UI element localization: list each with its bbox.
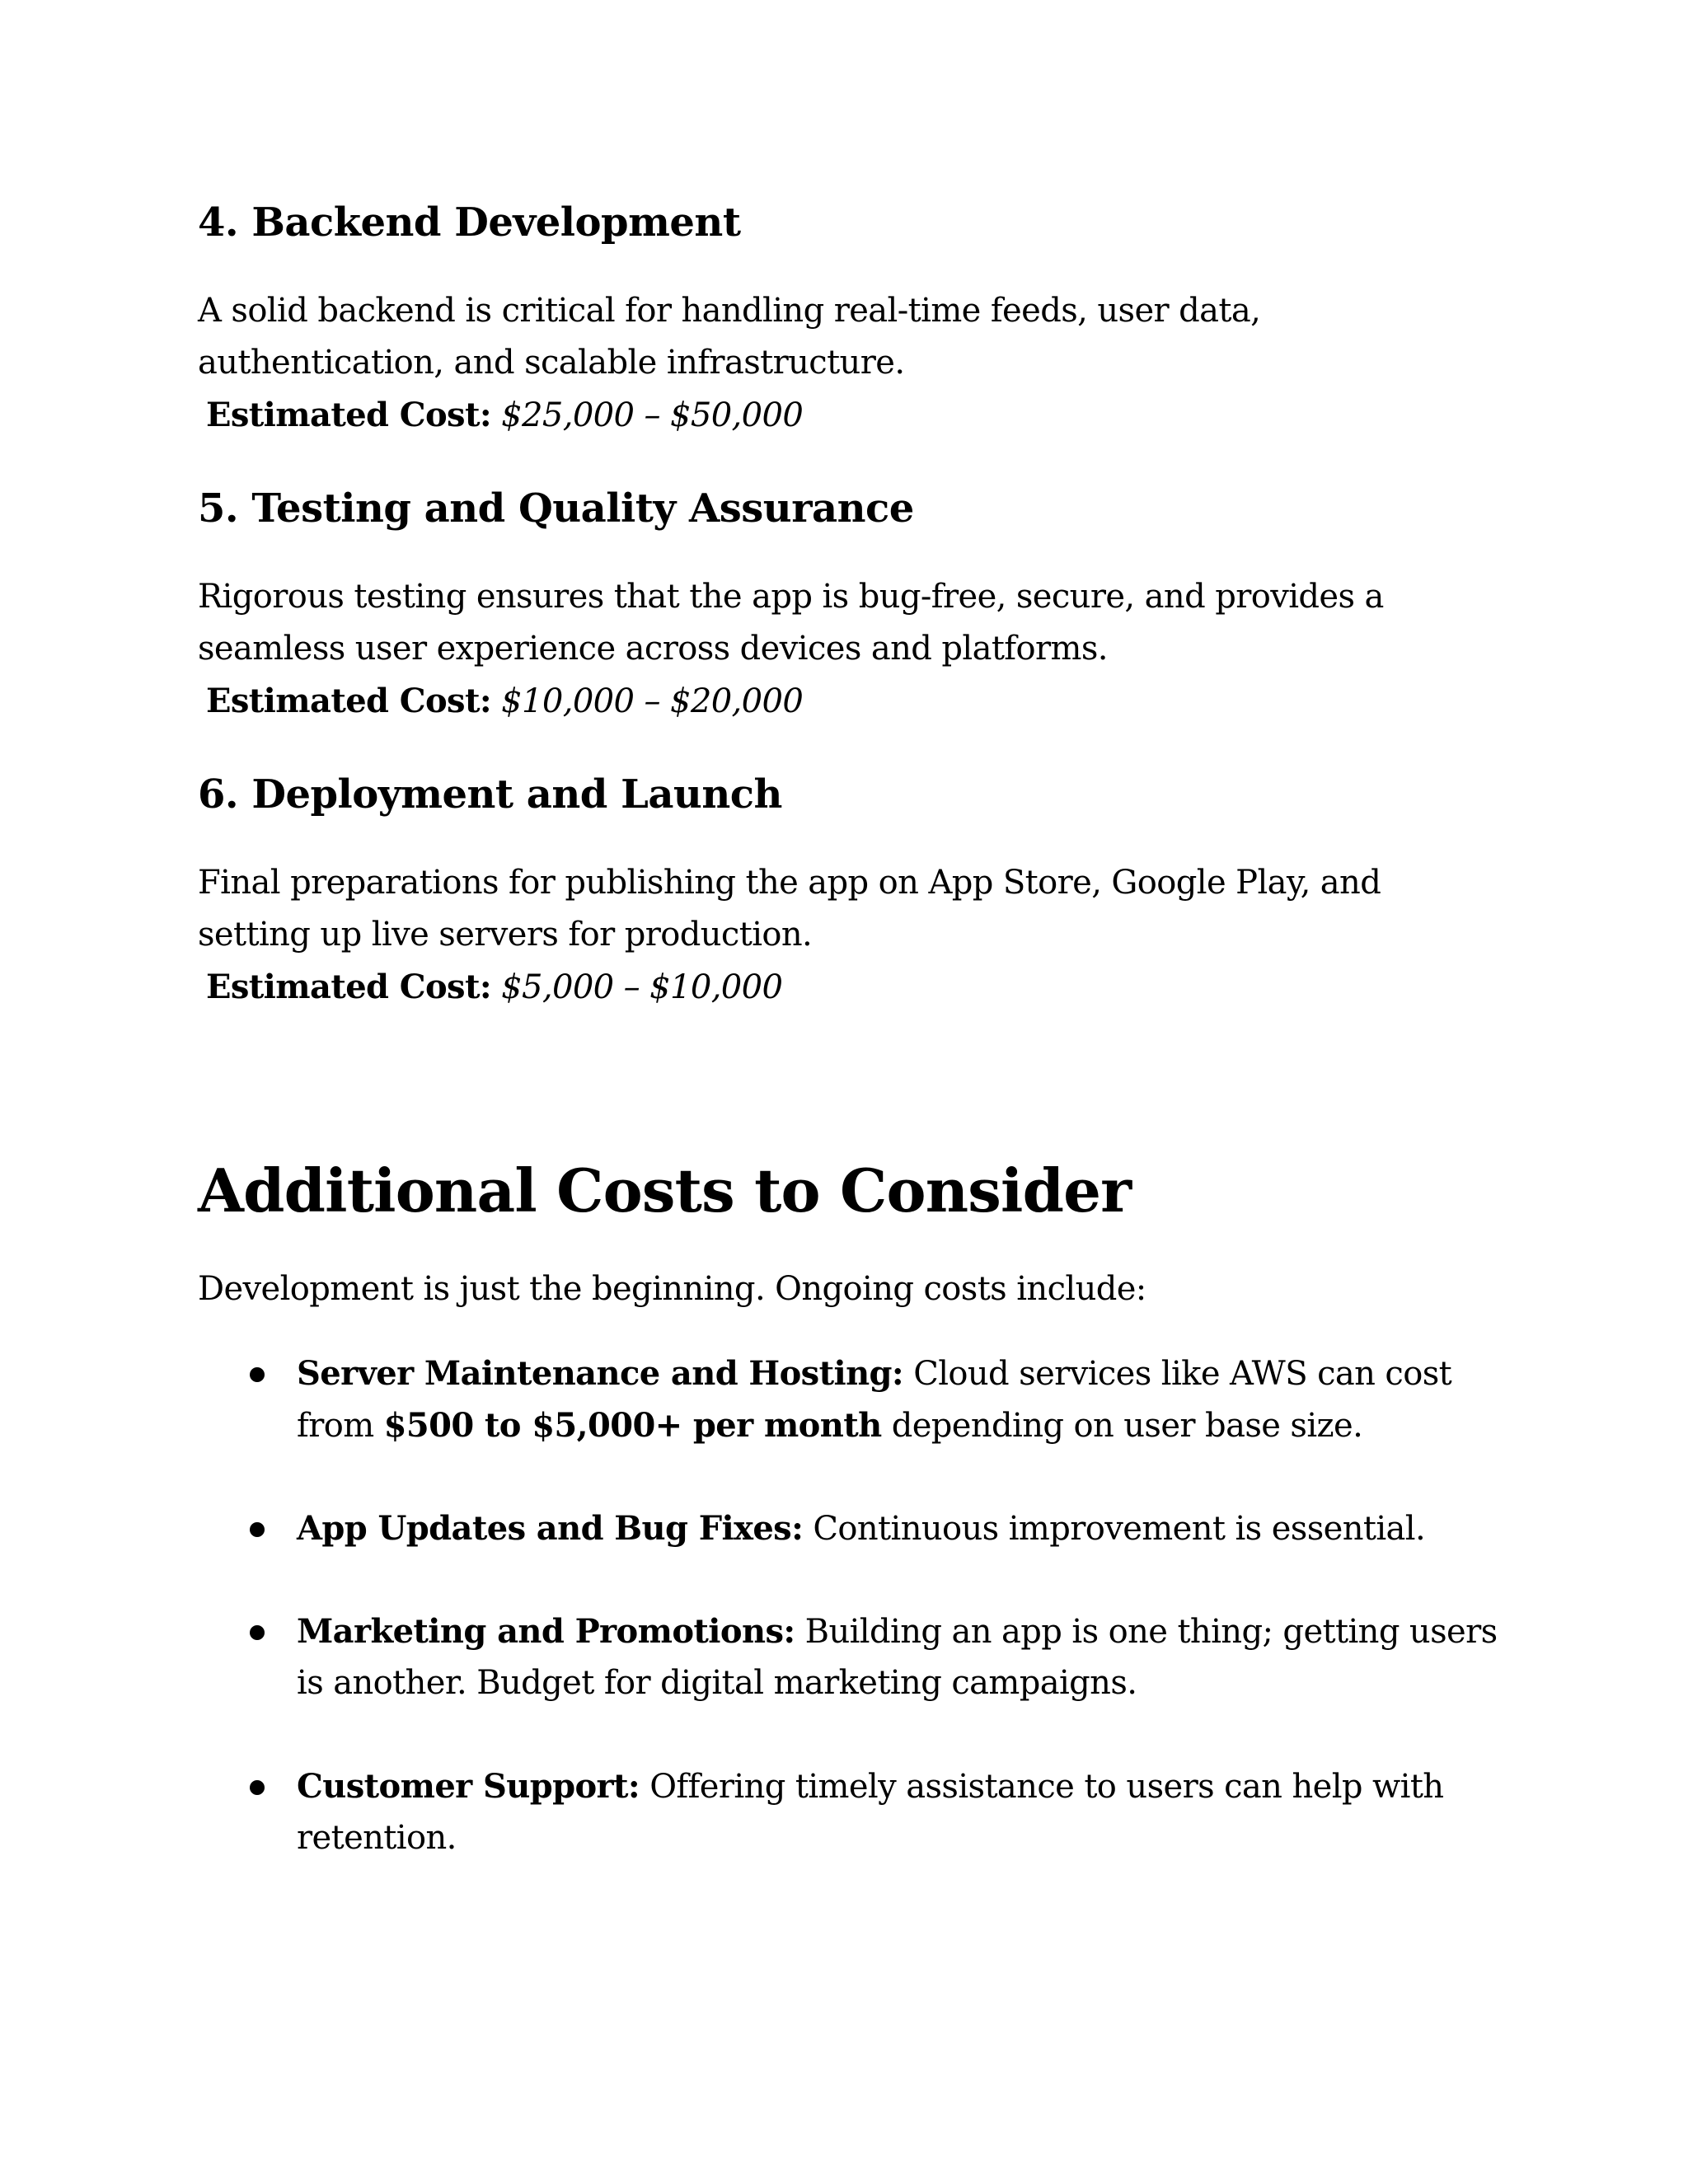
intro-paragraph: Development is just the beginning. Ongoing costs include:: [198, 1270, 1146, 1308]
list-item-label: Server Maintenance and Hosting:: [297, 1354, 904, 1393]
section-heading: 6. Deployment and Launch: [198, 771, 782, 818]
section-body-line: A solid backend is critical for handling real-time feeds, user data,: [198, 292, 1261, 330]
list-item-text: [297, 1605, 1498, 1658]
list-item-description: from: [297, 1407, 384, 1445]
section-heading: 5. Testing and Quality Assurance: [198, 485, 914, 532]
list-item-description: depending on user base size.: [881, 1407, 1363, 1445]
list-item-label: Marketing and Promotions:: [297, 1612, 795, 1651]
section-heading: 4. Backend Development: [198, 199, 741, 246]
list-item-text: [297, 1502, 1425, 1555]
list-item-description: Offering timely assistance to users can help with: [640, 1768, 1444, 1806]
section-body-line: Final preparations for publishing the app on App Store, Google Play, and: [198, 864, 1381, 902]
list-item-description: Cloud services like AWS can cost: [903, 1355, 1452, 1393]
bullet-icon: [250, 1625, 265, 1640]
section-body-line: Rigorous testing ensures that the app is bug-free, secure, and provides a: [198, 578, 1384, 616]
list-item-text: [297, 1347, 1451, 1400]
cost-value: $25,000 – $50,000: [501, 396, 804, 434]
list-item-text: [297, 1399, 1362, 1452]
cost-label: Estimated Cost:: [206, 396, 492, 434]
estimated-cost: [206, 675, 803, 728]
cost-label: Estimated Cost:: [206, 968, 492, 1006]
list-item-text: is another. Budget for digital marketing campaigns.: [297, 1664, 1137, 1702]
estimated-cost: [206, 389, 803, 442]
list-item-label: App Updates and Bug Fixes:: [297, 1509, 804, 1548]
cost-value: $5,000 – $10,000: [501, 968, 783, 1006]
section-body-line: seamless user experience across devices and platforms.: [198, 630, 1108, 668]
page-heading: Additional Costs to Consider: [198, 1155, 1132, 1226]
section-body-line: authentication, and scalable infrastructure.: [198, 344, 905, 382]
list-item-description: Continuous improvement is essential.: [803, 1510, 1426, 1548]
cost-label: Estimated Cost:: [206, 682, 492, 720]
list-item-text: retention.: [297, 1819, 457, 1857]
list-item-label: Customer Support:: [297, 1767, 640, 1806]
section-body-line: setting up live servers for production.: [198, 916, 813, 954]
estimated-cost: [206, 961, 782, 1014]
bullet-icon: [250, 1367, 265, 1382]
bullet-icon: [250, 1780, 265, 1795]
list-item-description: Building an app is one thing; getting users: [795, 1613, 1498, 1651]
list-item-text: [297, 1760, 1443, 1813]
cost-value: $10,000 – $20,000: [501, 682, 804, 720]
bullet-icon: [250, 1522, 265, 1537]
list-item-emphasis: $500 to $5,000+ per month: [383, 1406, 882, 1445]
